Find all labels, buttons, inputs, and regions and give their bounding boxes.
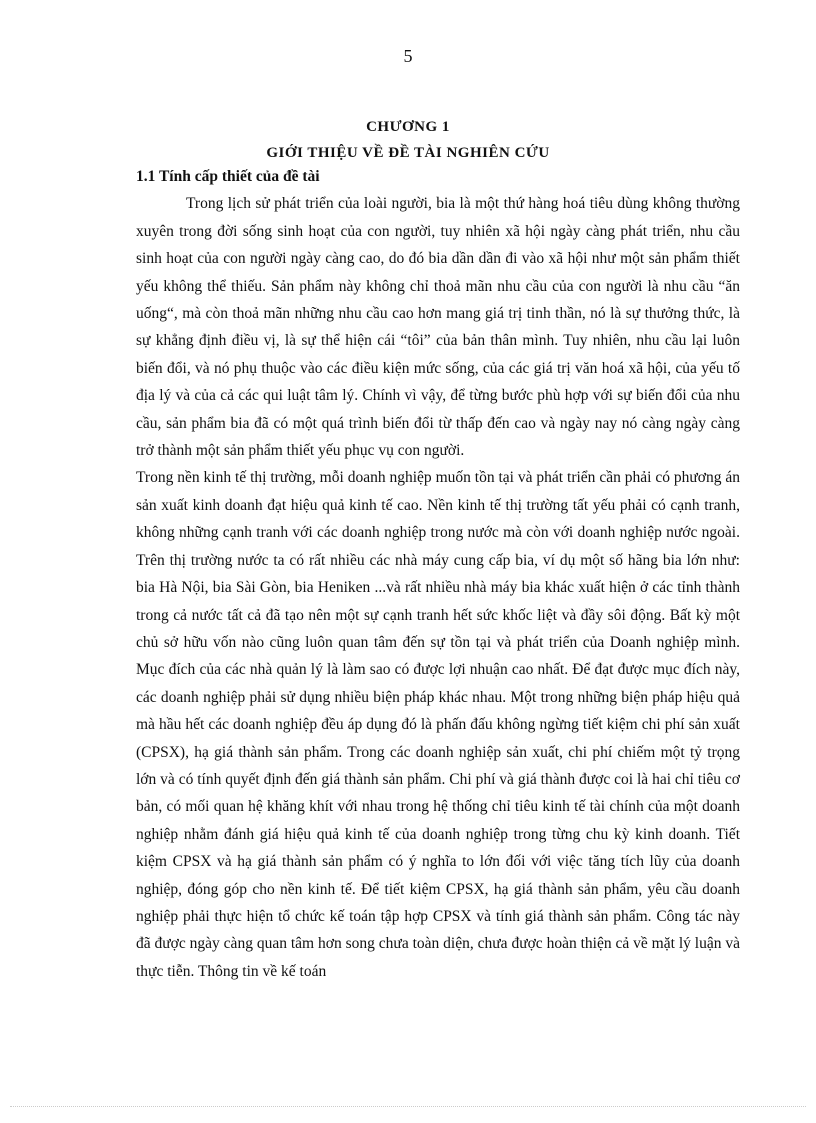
chapter-title: GIỚI THIỆU VỀ ĐỀ TÀI NGHIÊN CỨU (266, 145, 550, 161)
document-body (136, 163, 740, 985)
chapter-label: CHƯƠNG 1 (366, 119, 450, 135)
chapter-heading (0, 114, 816, 166)
paragraph-1: Trong lịch sử phát triển của loài người, bia là một thứ hàng hoá tiêu dùng không thường xuyên trong đời sống sinh hoạt của con người, tuy nhiên xã hội ngày càng phát triển, nhu cầu sinh hoạt của con người ngày càng cao, do đó bia dần dần đi vào xã hội như một sản phẩm thiết yếu không thể thiếu. Sản phẩm này không chỉ thoả mãn nhu cầu của con người là nhu cầu “ăn uống“, mà còn thoả mãn những nhu cầu cao hơn mang giá trị tinh thần, nó là sự thưởng thức, là sự khẳng định điều vị, là sự thể hiện cái “tôi” của bản thân mình. Tuy nhiên, nhu cầu lại luôn biến đổi, và nó phụ thuộc vào các điều kiện mức sống, của các giá trị văn hoá xã hội, của yếu tố địa lý và của cả các qui luật tâm lý. Chính vì vậy, để từng bước phù hợp với sự biến đổi của nhu cầu, sản phẩm bia đã có một quá trình biến đổi từ thấp đến cao và ngày nay nó càng ngày càng trở thành một sản phẩm thiết yếu phục vụ con người. (136, 195, 740, 460)
page-bottom-divider (10, 1106, 806, 1107)
section-heading: 1.1 Tính cấp thiết của đề tài (136, 168, 320, 185)
page-number: 5 (403, 46, 413, 66)
paragraph-2: Trong nền kinh tế thị trường, mỗi doanh nghiệp muốn tồn tại và phát triển cần phải có phương án sản xuất kinh doanh đạt hiệu quả kinh tế cao. Nền kinh tế thị trường tất yếu phải có cạnh tranh, không những cạnh tranh với các doanh nghiệp trong nước mà còn với doanh nghiệp nước ngoài. Trên thị trường nước ta có rất nhiều các nhà máy cung cấp bia, ví dụ một số hãng bia lớn như: bia Hà Nội, bia Sài Gòn, bia Heniken ...và rất nhiều nhà máy bia khác xuất hiện ở các tỉnh thành trong cả nước tất cả đã tạo nên một sự cạnh tranh hết sức khốc liệt và đầy sôi động. Bất kỳ một chủ sở hữu vốn nào cũng luôn quan tâm đến sự tồn tại và phát triển của Doanh nghiệp mình. Mục đích của các nhà quản lý là làm sao có được lợi nhuận cao nhất. Để đạt được mục đích này, các doanh nghiệp phải sử dụng nhiều biện pháp khác nhau. Một trong những biện pháp hiệu quả mà hầu hết các doanh nghiệp đều áp dụng đó là phấn đấu không ngừng tiết kiệm chi phí sản xuất (CPSX), hạ giá thành sản phẩm. Trong các doanh nghiệp sản xuất, chi phí chiếm một tỷ trọng lớn và có tính quyết định đến giá thành sản phẩm. Chi phí và giá thành được coi là hai chỉ tiêu cơ bản, có mối quan hệ khăng khít với nhau trong hệ thống chỉ tiêu kinh tế tài chính của một doanh nghiệp nhằm đánh giá hiệu quả kinh tế của doanh nghiệp trong từng chu kỳ kinh doanh. Tiết kiệm CPSX và hạ giá thành sản phẩm có ý nghĩa to lớn đối với việc tăng tích lũy của doanh nghiệp, đóng góp cho nền kinh tế. Để tiết kiệm CPSX, hạ giá thành sản phẩm, yêu cầu doanh nghiệp phải thực hiện tổ chức kế toán tập hợp CPSX và tính giá thành sản phẩm. Công tác này đã được ngày càng quan tâm hơn song chưa toàn diện, chưa được hoàn thiện cả về mặt lý luận và thực tiễn. Thông tin về kế toán (136, 469, 740, 980)
